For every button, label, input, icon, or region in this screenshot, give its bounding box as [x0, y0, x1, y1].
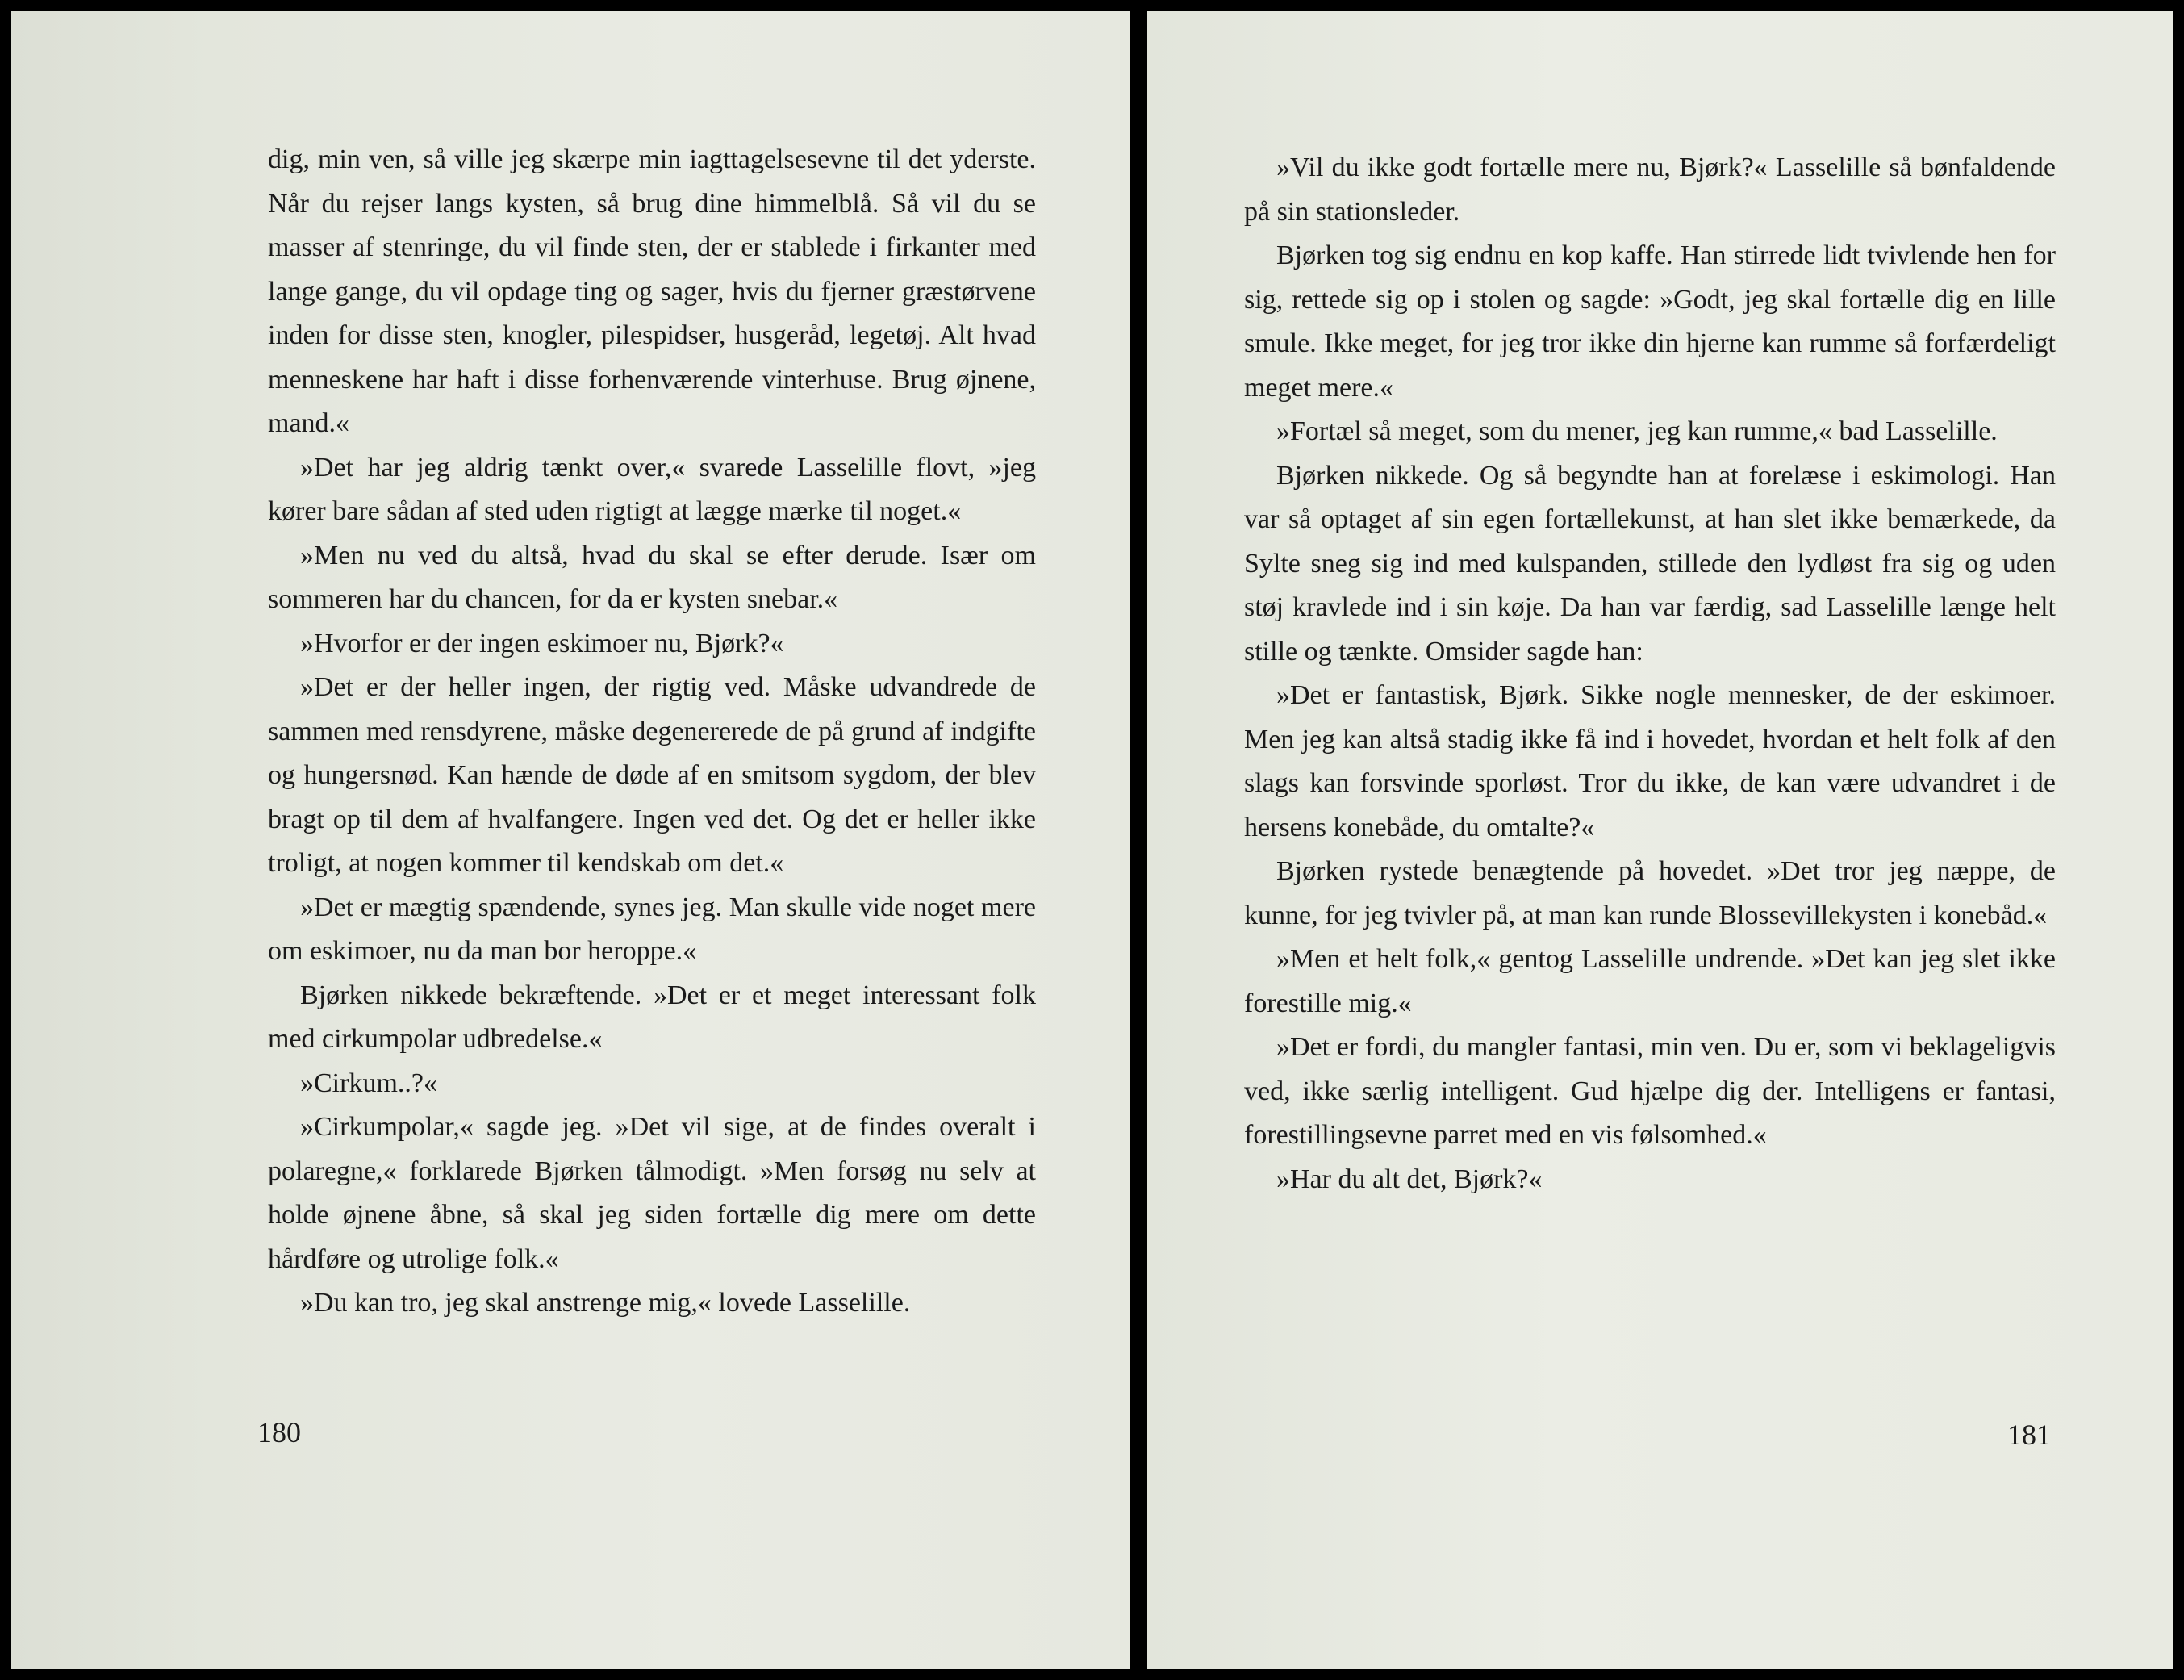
right-page-text [1244, 146, 2056, 1201]
paragraph: »Men nu ved du altså, hvad du skal se efter derude. Især om sommeren har du chancen, for da er kysten snebar.« [268, 540, 1036, 614]
paragraph: »Cirkum..?« [300, 1068, 437, 1098]
paragraph: »Men et helt folk,« gentog Lasselille undrende. »Det kan jeg slet ikke forestille mig.« [1244, 944, 2056, 1018]
paragraph: Bjørken tog sig endnu en kop kaffe. Han stirrede lidt tvivlende hen for sig, rettede sig op i stolen og sagde: »Godt, jeg skal fortælle dig en lille smule. Ikke meget, for jeg tror ikke din hjerne kan rumme så forfærdeligt meget mere.« [1244, 240, 2056, 403]
paragraph: dig, min ven, så ville jeg skærpe min iagttagelsesevne til det yderste. Når du rejser langs kysten, så brug dine himmelblå. Så vil du se masser af stenringe, du vil finde sten, der er stablede i firkanter med lange gange, du vil opdage ting og sager, hvis du fjerner græstørvene inden for disse sten, knogler, pilespidser, husgeråd, legetøj. Alt hvad menneskene har haft i disse forhenværende vinterhuse. Brug øjnene, mand.« [268, 144, 1036, 438]
paragraph: »Det er fantastisk, Bjørk. Sikke nogle mennesker, de der eskimoer. Men jeg kan altså stadig ikke få ind i hovedet, hvordan et helt folk af den slags kan forsvinde sporløst. Tror du ikke, de kan være udvandret i de hersens konebåde, du omtalte?« [1244, 680, 2056, 842]
paragraph: »Det er mægtig spændende, synes jeg. Man skulle vide noget mere om eskimoer, nu da man bor heroppe.« [268, 892, 1036, 966]
paragraph: »Har du alt det, Bjørk?« [1276, 1164, 1543, 1194]
paragraph: Bjørken rystede benægtende på hovedet. »Det tror jeg næppe, de kunne, for jeg tvivler på, at man kan runde Blossevillekysten i konebåd.« [1244, 856, 2056, 930]
paragraph: »Fortæl så meget, som du mener, jeg kan rumme,« bad Lasselille. [1276, 416, 1998, 446]
paragraph: »Det er der heller ingen, der rigtig ved. Måske udvandrede de sammen med rensdyrene, måske degenererede de på grund af indgifte og hungersnød. Kan hænde de døde af en smitsom sygdom, der blev bragt op til dem af hvalfangere. Ingen ved det. Og det er heller ikke troligt, at nogen kommer til kendskab om det.« [268, 672, 1036, 878]
paragraph: »Det er fordi, du mangler fantasi, min ven. Du er, som vi beklageligvis ved, ikke særlig intelligent. Gud hjælpe dig der. Intelligens er fantasi, forestillingsevne parret med en vis følsomhed.« [1244, 1032, 2056, 1150]
page-number-right: 181 [2007, 1419, 2051, 1451]
page-number-left: 180 [257, 1416, 301, 1448]
paragraph: »Det har jeg aldrig tænkt over,« svarede Lasselille flovt, »jeg kører bare sådan af sted uden rigtigt at lægge mærke til noget.« [268, 452, 1036, 526]
paragraph: Bjørken nikkede. Og så begyndte han at forelæse i eskimologi. Han var så optaget af sin egen fortællekunst, at han slet ikke bemærkede, da Sylte sneg sig ind med kulspanden, stillede den lydløst fra sig og uden støj kravlede ind i sin køje. Da han var færdig, sad Lasselille længe helt stille og tænkte. Omsider sagde han: [1244, 460, 2056, 667]
paragraph: »Cirkumpolar,« sagde jeg. »Det vil sige, at de findes overalt i polaregne,« forklarede Bjørken tålmodigt. »Men forsøg nu selv at holde øjnene åbne, så skal jeg siden fortælle dig mere om dette hårdføre og utrolige folk.« [268, 1112, 1036, 1274]
left-page-text [268, 138, 1036, 1326]
paragraph: »Vil du ikke godt fortælle mere nu, Bjørk?« Lasselille så bønfaldende på sin stationsleder. [1244, 153, 2056, 227]
left-page [11, 11, 1130, 1669]
paragraph: »Du kan tro, jeg skal anstrenge mig,« lovede Lasselille. [300, 1288, 911, 1318]
paragraph: Bjørken nikkede bekræftende. »Det er et meget interessant folk med cirkumpolar udbredelse.« [268, 980, 1036, 1054]
right-page [1147, 11, 2173, 1669]
paragraph: »Hvorfor er der ingen eskimoer nu, Bjørk?« [300, 628, 784, 658]
